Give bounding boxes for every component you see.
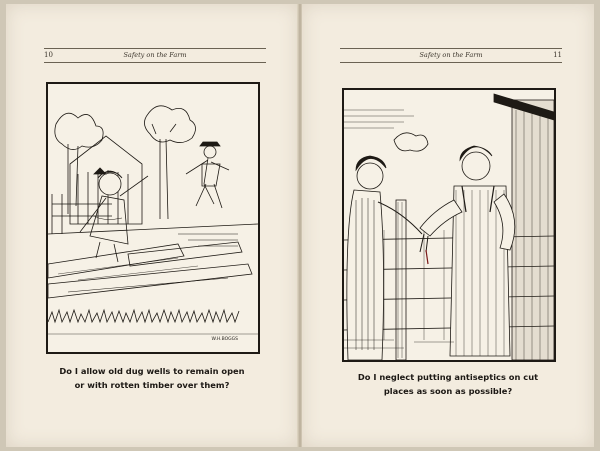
left-caption-line-1: Do I allow old dug wells to remain open bbox=[59, 366, 245, 376]
left-page bbox=[6, 4, 298, 447]
left-caption-line-2: or with rotten timber over them? bbox=[74, 380, 230, 390]
left-page-header bbox=[44, 48, 266, 62]
header-bottom-rule bbox=[44, 62, 266, 63]
left-running-title: Safety on the Farm bbox=[123, 51, 187, 59]
right-page-header bbox=[340, 48, 562, 62]
header-top-rule bbox=[340, 48, 562, 49]
illustration-cut-arm bbox=[342, 88, 556, 362]
right-caption bbox=[322, 370, 574, 398]
illustration-girl-on-well bbox=[46, 82, 260, 354]
right-caption-line-1: Do I neglect putting antiseptics on cut bbox=[357, 372, 539, 382]
right-caption-line-2: places as soon as possible? bbox=[383, 386, 513, 396]
header-bottom-rule bbox=[340, 62, 562, 63]
left-caption bbox=[26, 364, 278, 392]
illustration-girl-on-well-drawing bbox=[48, 84, 258, 352]
right-running-title: Safety on the Farm bbox=[419, 51, 483, 59]
right-page bbox=[302, 4, 594, 447]
header-top-rule bbox=[44, 48, 266, 49]
illustration-signature: W.H.BOGGS bbox=[211, 337, 238, 342]
right-page-number: 11 bbox=[553, 51, 562, 59]
left-page-number: 10 bbox=[44, 51, 53, 59]
illustration-cut-arm-drawing bbox=[344, 90, 554, 360]
